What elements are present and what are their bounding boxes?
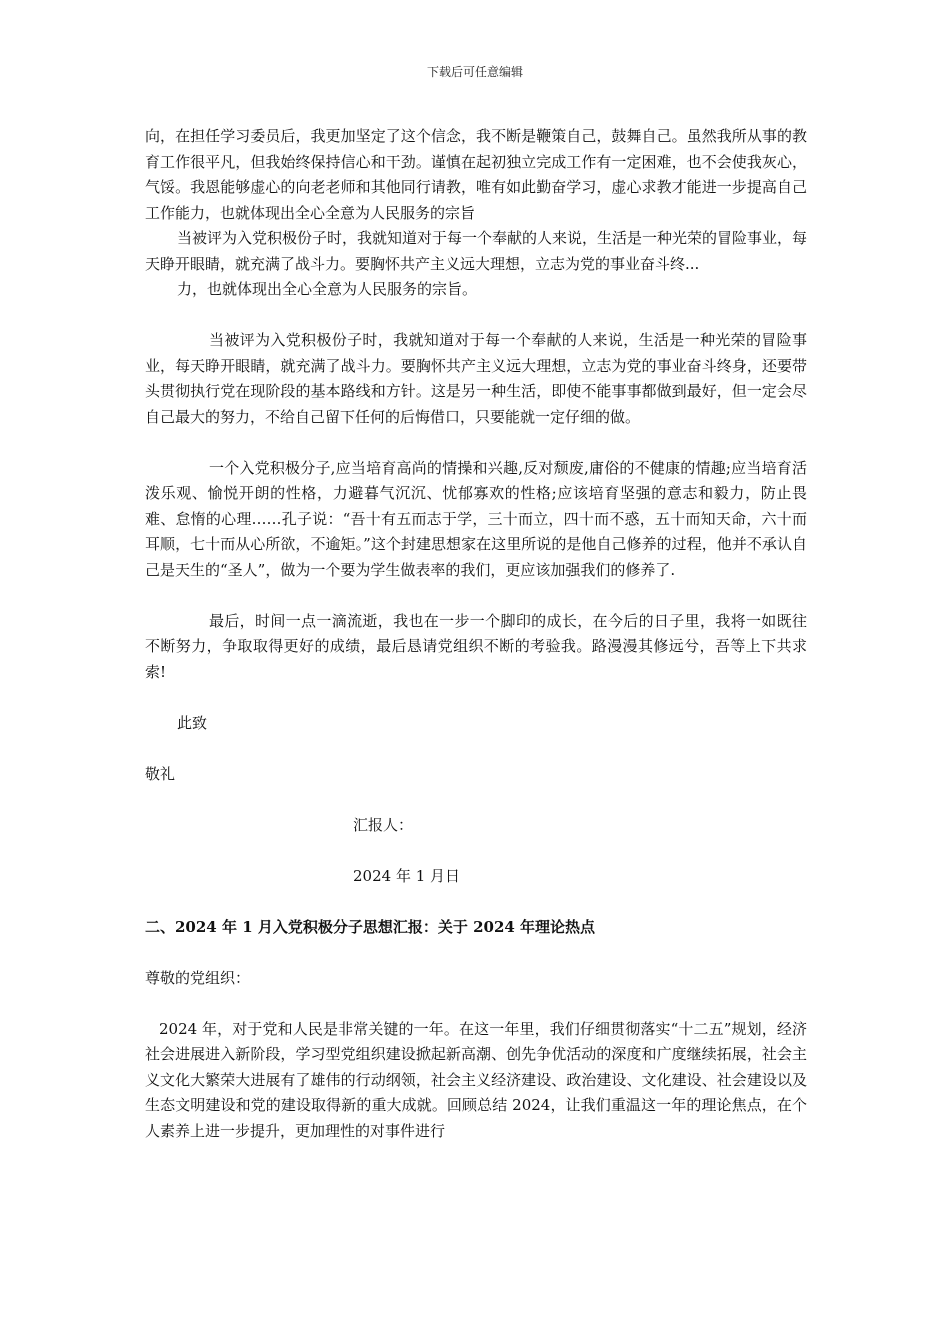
section-heading: 二、2024 年 1 月入党积极分子思想汇报：关于 2024 年理论热点 [145,917,596,936]
paragraph-4: 当被评为入党积极份子时，我就知道对于每一个奉献的人来说，生活是一种光荣的冒险事业，每天睁开眼睛，就充满了战斗力。要胸怀共产主义远大理想，立志为党的事业奋斗终身，还要带头贯彻执行党在现阶段的基本路线和方针。这是另一种生活，即使不能事事都做到最好，但一定会尽自己最大的努力，不给自己留下任何的后悔借口，只要能就一定仔细的做。 [145,331,807,426]
closing-line-2: 敬礼 [145,764,176,783]
report-date: 2024 年 1 月日 [353,866,461,885]
paragraph-3: 力，也就体现出全心全意为人民服务的宗旨。 [177,280,478,298]
paragraph-7: 2024 年，对于党和人民是非常关键的一年。在这一年里，我们仔细贯彻落实“十二五”规划，经济社会进展进入新阶段，学习型党组织建设掀起新高潮、创先争优活动的深度和广度继续拓展，社会主义文化大繁荣大进展有了雄伟的行动纲领，社会主义经济建设、政治建设、文化建设、社会建设以及生态文明建设和党的建设取得新的重大成就。回顾总结 2024，让我们重温这一年的理论焦点，在个人素养上进一步提升，更加理性的对事件进行 [145,1019,807,1140]
closing-line-1: 此致 [177,713,208,732]
reporter-label: 汇报人： [353,815,414,834]
paragraph-2: 当被评为入党积极份子时，我就知道对于每一个奉献的人来说，生活是一种光荣的冒险事业，每天睁开眼睛，就充满了战斗力。要胸怀共产主义远大理想，立志为党的事业奋斗终... [145,229,808,273]
paragraph-5: 一个入党积极分子,应当培育高尚的情操和兴趣,反对颓废,庸俗的不健康的情趣;应当培育活泼乐观、愉悦开朗的性格，力避暮气沉沉、忧郁寡欢的性格;应该培育坚强的意志和毅力，防止畏难、怠惰的心理……孔子说：“吾十有五而志于学，三十而立，四十而不惑，五十而知天命，六十而耳顺，七十而从心所欲，不逾矩。”这个封建思想家在这里所说的是他自己修养的过程，他并不承认自己是天生的“圣人”，做为一个要为学生做表率的我们，更应该加强我们的修养了. [145,458,807,579]
document-body [145,124,807,1144]
salutation: 尊敬的党组织： [145,968,251,987]
paragraph-1: 向，在担任学习委员后，我更加坚定了这个信念，我不断是鞭策自己，鼓舞自己。虽然我所从事的教育工作很平凡，但我始终保持信心和干劲。谨慎在起初独立完成工作有一定困难，也不会使我灰心，气馁。我恩能够虚心的向老老师和其他同行请教，唯有如此勤奋学习，虚心求教才能进一步提高自己工作能力，也就体现出全心全意为人民服务的宗旨 [145,127,807,222]
paragraph-6: 最后，时间一点一滴流逝，我也在一步一个脚印的成长，在今后的日子里，我将一如既往不断努力，争取取得更好的成绩，最后恳请党组织不断的考验我。路漫漫其修远兮，吾等上下共求索! [145,611,807,681]
page-header-note: 下载后可任意编辑 [426,65,523,79]
